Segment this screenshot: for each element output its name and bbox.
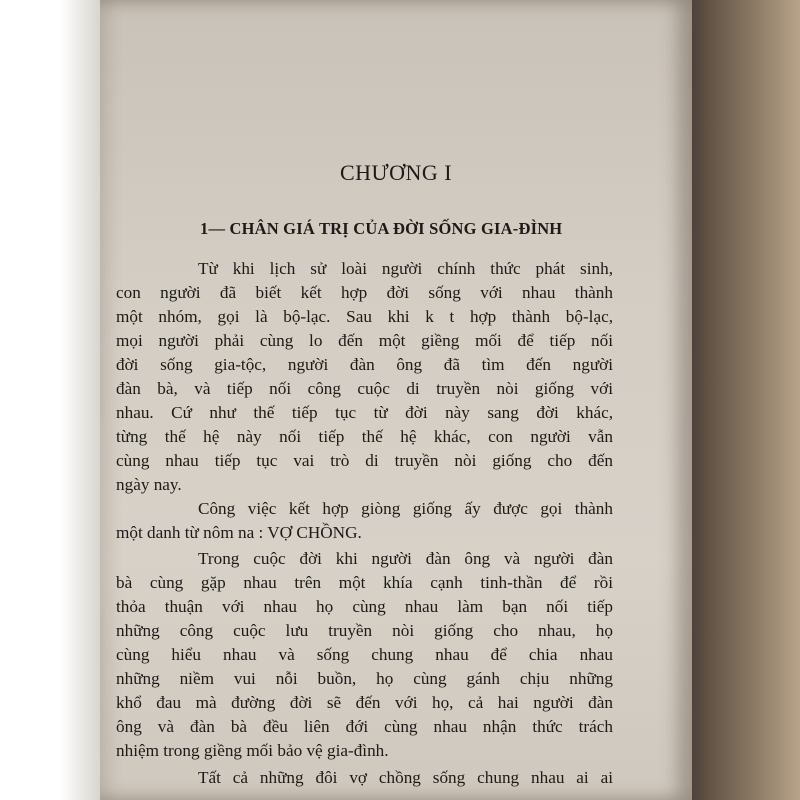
text-line: cùng hiểu nhau và sống chung nhau để chia nhau: [116, 645, 613, 664]
text-line: Công việc kết hợp giòng giống ấy được gọi thành: [198, 499, 613, 518]
text-line: cùng nhau tiếp tục vai trò di truyền nòi giống cho đến: [116, 451, 613, 470]
text-line: những công cuộc lưu truyền nòi giống cho nhau, họ: [116, 621, 613, 640]
text-line: con người đã biết kết hợp đời sống với nhau thành: [116, 283, 613, 302]
text-line: từng thế hệ này nối tiếp thế hệ khác, con người vẫn: [116, 427, 613, 446]
chapter-title: CHƯƠNG I: [339, 160, 453, 185]
text-line: đời sống gia-tộc, người đàn ông đã tìm đến người: [116, 355, 613, 374]
text-line: những niềm vui nỗi buồn, họ cùng gánh chịu những: [116, 669, 613, 688]
book-page: [100, 0, 692, 800]
text-line: đàn bà, và tiếp nối công cuộc di truyền nòi giống với: [116, 379, 613, 398]
text-line: ông và đàn bà đều liên đới cùng nhau nhận thức trách: [116, 717, 613, 736]
text-line: mọi người phải cùng lo đến một giềng mối để tiếp nối: [116, 331, 613, 350]
text-line: Trong cuộc đời khi người đàn ông và người đàn: [198, 549, 613, 568]
text-line: thỏa thuận với nhau họ cùng nhau làm bạn nối tiếp: [116, 597, 613, 616]
text-line: Tất cả những đôi vợ chồng sống chung nhau ai ai: [198, 768, 613, 787]
section-heading: 1— CHÂN GIÁ TRỊ CỦA ĐỜI SỐNG GIA-ĐÌNH: [200, 219, 563, 238]
text-line: ngày nay.: [116, 475, 182, 494]
background-left: [0, 0, 100, 800]
text-line: một danh từ nôm na : VỢ CHỒNG.: [116, 523, 362, 542]
text-line: Từ khi lịch sử loài người chính thức phát sinh,: [198, 259, 613, 278]
text-line: bà cùng gặp nhau trên một khía cạnh tinh-thần để rồi: [116, 573, 613, 592]
text-line: nhau. Cứ như thế tiếp tục từ đời này sang đời khác,: [116, 403, 613, 422]
text-line: khổ đau mà đường đời sẽ đến với họ, cả hai người đàn: [116, 693, 613, 712]
book-edge-shadow: [690, 0, 800, 800]
text-line: nhiệm trong giềng mối bảo vệ gia-đình.: [116, 741, 389, 760]
text-line: một nhóm, gọi là bộ-lạc. Sau khi k t hợp thành bộ-lạc,: [116, 307, 613, 326]
